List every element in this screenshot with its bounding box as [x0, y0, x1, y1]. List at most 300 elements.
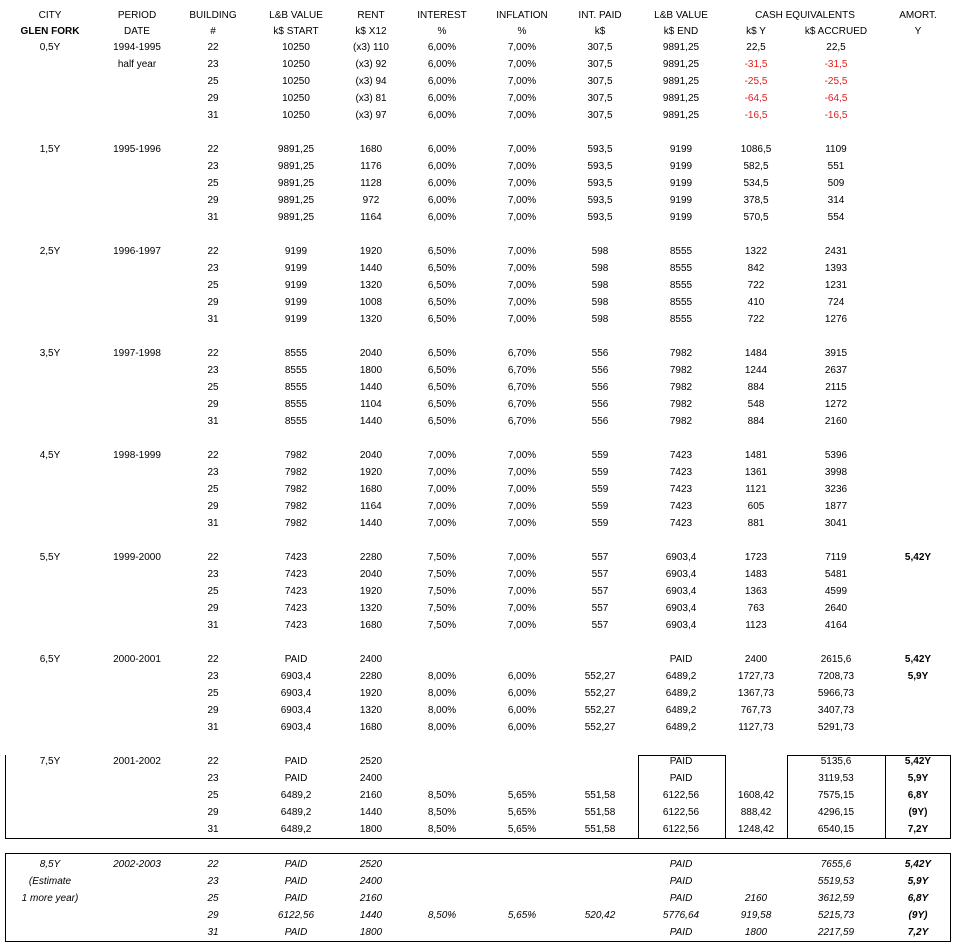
cell-infl: 7,00% — [507, 246, 537, 257]
header-unit: DATE — [124, 26, 150, 37]
cell-paid: 556 — [591, 348, 609, 359]
cell-rent: 2040 — [359, 450, 383, 461]
cell-acc: 1231 — [824, 280, 848, 291]
cell-rent: 1440 — [359, 416, 383, 427]
cell-infl: 6,70% — [507, 382, 537, 393]
cell-acc: 2115 — [825, 382, 847, 393]
cell-b: 29 — [207, 705, 219, 716]
cell-infl: 7,00% — [507, 144, 537, 155]
cell-infl: 5,65% — [507, 807, 537, 818]
cell-start: 8555 — [284, 365, 308, 376]
cell-start: 7982 — [284, 450, 308, 461]
cell-end: 9891,25 — [662, 42, 700, 53]
cell-b: 31 — [207, 416, 219, 427]
cell-infl: 7,00% — [507, 42, 537, 53]
header-unit: k$ — [594, 26, 606, 37]
cell-start: 10250 — [282, 76, 310, 87]
accrued-divider — [885, 755, 886, 839]
header-label: AMORT. — [899, 10, 937, 21]
cell-b: 31 — [207, 927, 219, 938]
cell-int: 6,50% — [427, 297, 457, 308]
cell-infl: 7,00% — [507, 263, 537, 274]
cell-b: 31 — [207, 824, 219, 835]
cell-int: 6,00% — [427, 59, 457, 70]
cell-am: 6,8Y — [907, 893, 929, 904]
cell-cy: 722 — [747, 314, 765, 325]
city-name: GLEN FORK — [20, 26, 80, 37]
cell-int: 8,00% — [427, 705, 457, 716]
cell-b: 23 — [207, 263, 219, 274]
cell-int: 7,50% — [427, 586, 457, 597]
cell-acc: 509 — [827, 178, 845, 189]
header-unit: Y — [914, 26, 922, 37]
cell-acc: 4164 — [824, 620, 848, 631]
cell-cy: 884 — [747, 382, 765, 393]
cell-int: 6,00% — [427, 76, 457, 87]
cell-int: 7,50% — [427, 603, 457, 614]
cell-start: 8555 — [284, 348, 308, 359]
end-box-top — [638, 755, 726, 756]
cell-int: 7,00% — [427, 501, 457, 512]
cell-acc: 3407,73 — [817, 705, 855, 716]
cell-end: 9199 — [669, 195, 693, 206]
cell-am: 5,42Y — [904, 859, 932, 870]
cell-paid: 551,58 — [584, 790, 616, 801]
cell-infl: 6,70% — [507, 365, 537, 376]
cell-cy: 881 — [747, 518, 765, 529]
cell-infl: 5,65% — [507, 790, 537, 801]
cell-start: PAID — [284, 893, 308, 904]
cell-end: 6122,56 — [662, 807, 700, 818]
cell-paid: 557 — [591, 603, 609, 614]
cell-paid: 557 — [591, 620, 609, 631]
cell-end: 6122,56 — [662, 790, 700, 801]
cell-rent: 1320 — [359, 314, 383, 325]
block-year: 2,5Y — [39, 246, 61, 257]
cell-infl: 7,00% — [507, 501, 537, 512]
cell-start: 10250 — [282, 42, 310, 53]
cell-b: 25 — [207, 76, 219, 87]
cell-end: PAID — [669, 893, 693, 904]
cell-int: 6,50% — [427, 365, 457, 376]
cell-infl: 7,00% — [507, 93, 537, 104]
cell-paid: 557 — [591, 552, 609, 563]
cell-b: 22 — [207, 552, 219, 563]
cell-cy: 1608,42 — [737, 790, 775, 801]
accrued-box-top — [787, 755, 951, 756]
cell-end: 7423 — [669, 484, 693, 495]
cell-paid: 593,5 — [587, 144, 613, 155]
cell-b: 22 — [207, 42, 219, 53]
header-label: INTEREST — [417, 10, 467, 21]
cell-start: 9891,25 — [277, 178, 315, 189]
cell-acc: 2431 — [824, 246, 848, 257]
cell-rent: 1440 — [359, 910, 383, 921]
cell-b: 22 — [207, 144, 219, 155]
block-period: 1996-1997 — [113, 246, 161, 257]
cell-paid: 552,27 — [584, 705, 616, 716]
block-period: 1994-1995 — [113, 42, 161, 53]
cell-paid: 551,58 — [584, 824, 616, 835]
cell-int: 6,50% — [427, 280, 457, 291]
cell-am: 7,2Y — [907, 927, 929, 938]
cell-paid: 307,5 — [587, 59, 613, 70]
cell-rent: 2400 — [359, 876, 383, 887]
header-label: CASH EQUIVALENTS — [755, 10, 855, 21]
cell-end: PAID — [669, 773, 693, 784]
cell-cy: 1484 — [744, 348, 768, 359]
cell-b: 23 — [207, 876, 219, 887]
header-label: RENT — [357, 10, 385, 21]
cell-end: 9891,25 — [662, 76, 700, 87]
section-bottom-rule — [5, 838, 951, 839]
block-year: 0,5Y — [39, 42, 61, 53]
cell-infl: 7,00% — [507, 280, 537, 291]
accrued-box-left — [787, 755, 788, 839]
cell-rent: 1680 — [359, 484, 383, 495]
cell-acc: 22,5 — [826, 42, 846, 53]
cell-rent: 2280 — [359, 552, 383, 563]
cell-int: 7,00% — [427, 518, 457, 529]
cell-b: 25 — [207, 178, 219, 189]
cell-start: 10250 — [282, 93, 310, 104]
cell-paid: 307,5 — [587, 42, 613, 53]
cell-rent: 1164 — [360, 501, 382, 512]
cell-rent: 2040 — [359, 569, 383, 580]
cell-infl: 6,00% — [507, 688, 537, 699]
cell-acc: -31,5 — [824, 59, 848, 70]
cell-infl: 7,00% — [507, 603, 537, 614]
estimate-box-right — [950, 853, 951, 942]
cell-cy: 1086,5 — [740, 144, 772, 155]
cell-acc: -16,5 — [824, 110, 848, 121]
cell-int: 7,00% — [427, 450, 457, 461]
header-unit: % — [437, 26, 447, 37]
cell-int: 6,50% — [427, 348, 457, 359]
cell-end: 7423 — [669, 501, 693, 512]
cell-acc: 2615,6 — [820, 654, 852, 665]
cell-rent: 2400 — [359, 654, 383, 665]
cell-start: 8555 — [284, 382, 308, 393]
cell-start: 6489,2 — [280, 807, 312, 818]
cell-am: 5,42Y — [904, 654, 932, 665]
cell-rent: 1440 — [359, 807, 383, 818]
cell-b: 31 — [207, 722, 219, 733]
cell-int: 6,50% — [427, 416, 457, 427]
cell-start: PAID — [284, 859, 308, 870]
cell-cy: 22,5 — [746, 42, 766, 53]
cell-cy: 1127,73 — [738, 722, 774, 733]
cell-paid: 593,5 — [587, 161, 613, 172]
cell-acc: 2217,59 — [817, 927, 855, 938]
cell-rent: 1920 — [359, 586, 383, 597]
cell-b: 29 — [207, 195, 219, 206]
cell-rent: 1320 — [359, 705, 383, 716]
cell-infl: 6,70% — [507, 416, 537, 427]
cell-int: 7,50% — [427, 552, 457, 563]
cell-cy: 1361 — [744, 467, 768, 478]
cell-rent: 2520 — [359, 859, 383, 870]
cell-end: 7423 — [669, 450, 693, 461]
block-period: 2000-2001 — [113, 654, 161, 665]
cell-paid: 598 — [591, 314, 609, 325]
header-unit: k$ X12 — [355, 26, 387, 37]
cell-acc: 2640 — [824, 603, 848, 614]
cell-acc: 5481 — [824, 569, 848, 580]
cell-rent: 2280 — [359, 671, 383, 682]
cell-end: 9891,25 — [662, 110, 700, 121]
cell-paid: 551,58 — [584, 807, 616, 818]
cell-b: 23 — [207, 161, 219, 172]
cell-acc: 551 — [827, 161, 845, 172]
cell-cy: -16,5 — [744, 110, 768, 121]
cell-int: 6,00% — [427, 144, 457, 155]
cell-infl: 7,00% — [507, 569, 537, 580]
cell-am: (9Y) — [908, 910, 928, 921]
cell-b: 31 — [207, 110, 219, 121]
cell-cy: 570,5 — [743, 212, 769, 223]
cell-cy: 534,5 — [743, 178, 769, 189]
cell-acc: 3236 — [824, 484, 848, 495]
cell-end: 8555 — [669, 280, 693, 291]
cell-rent: 1440 — [359, 518, 383, 529]
cell-cy: 722 — [747, 280, 765, 291]
cell-acc: 5519,53 — [817, 876, 855, 887]
cell-acc: -25,5 — [824, 76, 848, 87]
cell-b: 23 — [207, 569, 219, 580]
cell-start: PAID — [284, 773, 308, 784]
cell-int: 6,00% — [427, 195, 457, 206]
cell-cy: 2400 — [744, 654, 768, 665]
cell-am: 5,42Y — [904, 552, 932, 563]
cell-int: 7,50% — [427, 569, 457, 580]
cell-end: 7982 — [669, 399, 693, 410]
cell-end: 7982 — [669, 365, 693, 376]
cell-b: 31 — [207, 620, 219, 631]
cell-acc: 4296,15 — [817, 807, 855, 818]
cell-cy: 767,73 — [740, 705, 772, 716]
cell-int: 6,00% — [427, 93, 457, 104]
cell-end: 6903,4 — [665, 620, 697, 631]
cell-rent: 2160 — [359, 893, 383, 904]
cell-end: 8555 — [669, 314, 693, 325]
cell-acc: 4599 — [824, 586, 848, 597]
header-label: PERIOD — [117, 10, 157, 21]
cell-cy: -64,5 — [744, 93, 768, 104]
cell-paid: 559 — [591, 518, 609, 529]
cell-start: PAID — [284, 756, 308, 767]
cell-infl: 7,00% — [507, 161, 537, 172]
cell-rent: 1440 — [359, 263, 383, 274]
cell-int: 8,00% — [427, 722, 457, 733]
cell-acc: 3612,59 — [817, 893, 855, 904]
cell-acc: -64,5 — [824, 93, 848, 104]
cell-paid: 559 — [591, 467, 609, 478]
cell-infl: 7,00% — [507, 518, 537, 529]
cell-rent: 2040 — [359, 348, 383, 359]
cell-cy: 410 — [747, 297, 765, 308]
cell-end: 7982 — [669, 416, 693, 427]
cell-end: 6903,4 — [665, 586, 697, 597]
header-unit: k$ ACCRUED — [804, 26, 868, 37]
cell-infl: 7,00% — [507, 212, 537, 223]
cell-paid: 598 — [591, 246, 609, 257]
cell-b: 25 — [207, 280, 219, 291]
cell-paid: 598 — [591, 280, 609, 291]
cell-end: 6903,4 — [665, 603, 697, 614]
cell-acc: 724 — [827, 297, 845, 308]
block-year: 3,5Y — [39, 348, 61, 359]
cell-start: 6903,4 — [280, 688, 312, 699]
cell-paid: 307,5 — [587, 110, 613, 121]
cell-cy: 1483 — [744, 569, 768, 580]
estimate-box-left — [5, 853, 6, 942]
cell-rent: (x3) 97 — [355, 110, 387, 121]
cell-cy: 1363 — [744, 586, 768, 597]
cell-end: 9199 — [669, 212, 693, 223]
cell-cy: 1248,42 — [737, 824, 775, 835]
cell-infl: 6,00% — [507, 671, 537, 682]
cell-paid: 559 — [591, 484, 609, 495]
cell-am: 7,2Y — [907, 824, 929, 835]
cell-b: 25 — [207, 688, 219, 699]
cell-end: PAID — [669, 859, 693, 870]
cell-b: 31 — [207, 518, 219, 529]
block-year: 5,5Y — [39, 552, 61, 563]
cell-paid: 559 — [591, 501, 609, 512]
cell-acc: 3998 — [824, 467, 848, 478]
header-unit: k$ END — [663, 26, 699, 37]
cell-end: PAID — [669, 654, 693, 665]
cell-acc: 1877 — [824, 501, 848, 512]
cell-acc: 3041 — [824, 518, 848, 529]
cell-rent: 1176 — [360, 161, 382, 172]
cell-start: 7423 — [284, 586, 308, 597]
header-label: INFLATION — [496, 10, 548, 21]
block-period: 1995-1996 — [113, 144, 161, 155]
cell-cy: -25,5 — [744, 76, 768, 87]
cell-b: 23 — [207, 59, 219, 70]
cell-infl: 7,00% — [507, 314, 537, 325]
cell-start: 8555 — [284, 416, 308, 427]
cell-int: 8,50% — [427, 910, 457, 921]
cell-int: 7,00% — [427, 467, 457, 478]
cell-end: PAID — [669, 876, 693, 887]
cell-start: 7423 — [284, 569, 308, 580]
cell-rent: (x3) 94 — [355, 76, 387, 87]
header-label: INT. PAID — [578, 10, 622, 21]
header-unit: % — [517, 26, 527, 37]
cell-cy: 1723 — [744, 552, 768, 563]
cell-b: 22 — [207, 246, 219, 257]
end-box-left — [638, 755, 639, 839]
header-label: BUILDING — [189, 10, 237, 21]
cell-rent: 1320 — [359, 603, 383, 614]
cell-paid: 556 — [591, 382, 609, 393]
cell-rent: 1008 — [359, 297, 383, 308]
cell-acc: 7575,15 — [817, 790, 855, 801]
cell-acc: 5966,73 — [817, 688, 855, 699]
cell-b: 29 — [207, 399, 219, 410]
cell-infl: 6,00% — [507, 722, 537, 733]
section-right-rule — [950, 755, 951, 839]
cell-acc: 5135,6 — [820, 756, 852, 767]
cell-end: 6489,2 — [665, 722, 697, 733]
cell-cy: 1121 — [745, 484, 767, 495]
cell-rent: 1800 — [359, 365, 383, 376]
cell-int: 8,50% — [427, 824, 457, 835]
block-period: 1997-1998 — [113, 348, 161, 359]
cell-cy: -31,5 — [744, 59, 768, 70]
cell-infl: 7,00% — [507, 76, 537, 87]
cell-end: 8555 — [669, 246, 693, 257]
cell-start: 9199 — [284, 280, 308, 291]
cell-paid: 556 — [591, 399, 609, 410]
cell-int: 8,50% — [427, 790, 457, 801]
cell-infl: 6,70% — [507, 348, 537, 359]
cell-int: 7,50% — [427, 620, 457, 631]
cell-b: 29 — [207, 297, 219, 308]
cell-paid: 598 — [591, 263, 609, 274]
cell-end: 6122,56 — [662, 824, 700, 835]
cell-int: 6,50% — [427, 382, 457, 393]
cell-am: 5,9Y — [907, 773, 929, 784]
cell-end: 9891,25 — [662, 59, 700, 70]
section-left-rule — [5, 755, 6, 839]
cell-end: 9199 — [669, 161, 693, 172]
cell-int: 6,00% — [427, 178, 457, 189]
cell-rent: 972 — [362, 195, 380, 206]
cell-rent: 1800 — [359, 927, 383, 938]
cell-rent: 1440 — [359, 382, 383, 393]
cell-infl: 5,65% — [507, 910, 537, 921]
estimate-box-bottom — [5, 941, 951, 942]
cell-paid: 593,5 — [587, 178, 613, 189]
cell-int: 8,50% — [427, 807, 457, 818]
cell-acc: 5291,73 — [817, 722, 855, 733]
cell-rent: 1800 — [359, 824, 383, 835]
cell-end: 6489,2 — [665, 688, 697, 699]
cell-b: 29 — [207, 910, 219, 921]
cell-rent: (x3) 81 — [355, 93, 387, 104]
cell-b: 31 — [207, 314, 219, 325]
cell-start: PAID — [284, 876, 308, 887]
cell-infl: 7,00% — [507, 586, 537, 597]
cell-paid: 552,27 — [584, 722, 616, 733]
block-period: 2001-2002 — [113, 756, 161, 767]
cell-rent: 1104 — [360, 399, 382, 410]
cell-int: 8,00% — [427, 671, 457, 682]
cell-cy: 1481 — [744, 450, 768, 461]
cell-paid: 552,27 — [584, 688, 616, 699]
cell-int: 6,00% — [427, 212, 457, 223]
cell-infl: 7,00% — [507, 195, 537, 206]
block-period: 1999-2000 — [113, 552, 161, 563]
cell-am: 6,8Y — [907, 790, 929, 801]
header-label: L&B VALUE — [654, 10, 708, 21]
cell-start: 6903,4 — [280, 722, 312, 733]
cell-b: 25 — [207, 586, 219, 597]
cell-start: 6122,56 — [277, 910, 315, 921]
cell-int: 6,50% — [427, 399, 457, 410]
cell-b: 22 — [207, 654, 219, 665]
cell-b: 22 — [207, 348, 219, 359]
cell-start: 7423 — [284, 620, 308, 631]
cell-start: 9891,25 — [277, 195, 315, 206]
cell-start: 6489,2 — [280, 790, 312, 801]
cell-end: 6489,2 — [665, 671, 697, 682]
cell-start: 7423 — [284, 603, 308, 614]
